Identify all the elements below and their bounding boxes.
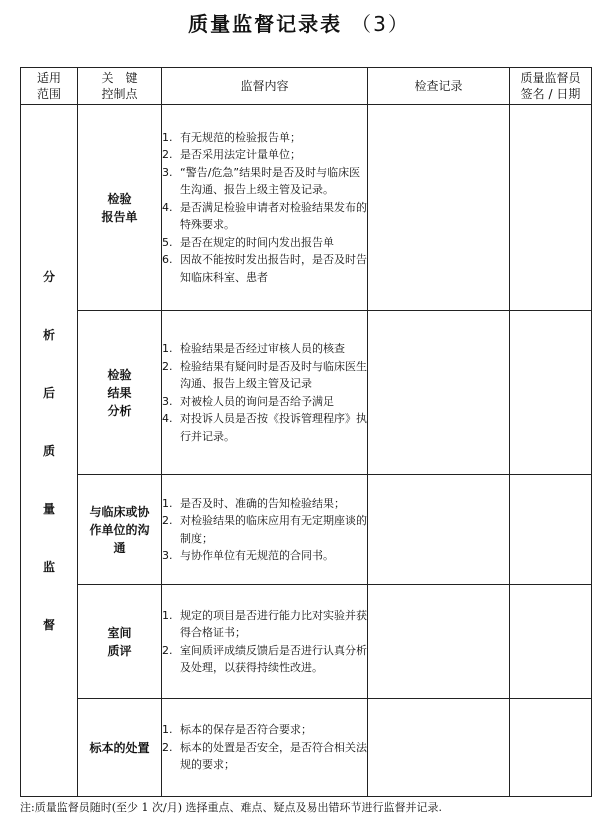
item-number: 1.	[162, 608, 173, 622]
item-text: 因故不能按时发出报告时，是否及时告知临床科室、患者	[180, 253, 367, 284]
content-item	[162, 642, 367, 677]
content-cell	[162, 475, 368, 585]
item-number: 4.	[162, 200, 173, 214]
content-item	[162, 199, 367, 234]
scope-char: 监	[42, 559, 55, 574]
item-text: 对检验结果的临床应用有无定期座谈的制度；	[180, 514, 367, 545]
table-row	[21, 585, 592, 699]
header-control-line2: 控制点	[101, 87, 138, 101]
item-number: 2.	[162, 148, 173, 162]
content-cell	[162, 311, 368, 475]
scope-char: 量	[42, 501, 55, 516]
item-number: 2.	[162, 514, 173, 527]
content-item	[162, 495, 367, 513]
content-item	[162, 410, 367, 445]
item-number: 1.	[162, 496, 173, 510]
control-point-cell	[78, 311, 162, 475]
control-line: 与临床或协	[89, 504, 150, 519]
content-item	[162, 251, 367, 286]
control-line: 质评	[107, 643, 132, 658]
table-row	[21, 699, 592, 797]
record-cell[interactable]	[368, 475, 510, 585]
item-number: 3.	[162, 165, 173, 179]
content-item	[162, 393, 367, 411]
record-cell[interactable]	[368, 105, 510, 311]
header-control	[78, 68, 162, 105]
control-line: 作单位的沟	[89, 522, 150, 537]
header-scope-line1: 适用	[36, 71, 61, 85]
content-item	[162, 739, 367, 774]
record-cell[interactable]	[368, 699, 510, 797]
item-number: 6.	[162, 253, 173, 267]
footnote: 注:质量监督员随时(至少 1 次/月) 选择重点、难点、疑点及易出错环节进行监督并记录.	[20, 801, 442, 814]
content-item	[162, 340, 367, 358]
content-item	[162, 129, 367, 147]
item-number: 4.	[162, 412, 173, 425]
control-line: 分析	[107, 403, 132, 418]
control-line: 报告单	[101, 209, 138, 224]
scope-char: 后	[42, 385, 55, 400]
control-line: 结果	[107, 385, 132, 400]
item-text: 标本的处置是否安全，是否符合相关法规的要求；	[180, 740, 367, 772]
signature-cell[interactable]	[510, 475, 592, 585]
item-number: 5.	[162, 235, 173, 249]
header-supervisor-line2: 签名 / 日期	[520, 87, 581, 101]
item-number: 2.	[162, 740, 173, 754]
control-line: 标本的处置	[89, 740, 150, 755]
item-text: 有无规范的检验报告单；	[180, 130, 301, 144]
scope-char: 督	[42, 617, 55, 632]
content-item	[162, 164, 367, 199]
control-line: 检验	[107, 367, 132, 382]
control-point-cell	[78, 585, 162, 699]
header-supervisor	[510, 68, 592, 105]
signature-cell[interactable]	[510, 311, 592, 475]
item-text: 是否及时、准确的告知检验结果；	[180, 496, 345, 510]
content-cell	[162, 585, 368, 699]
item-text: 室间质评成绩反馈后是否进行认真分析及处理，以获得持续性改进。	[180, 643, 367, 674]
content-cell	[162, 699, 368, 797]
item-text: 检验结果有疑问时是否及时与临床医生沟通、报告上级主管及记录	[180, 359, 367, 390]
record-cell[interactable]	[368, 585, 510, 699]
item-number: 1.	[162, 130, 173, 144]
item-text: 对被检人员的询问是否给予满足	[180, 394, 334, 408]
content-cell	[162, 105, 368, 311]
scope-cell	[21, 105, 78, 797]
item-text: “警告/危急”结果时是否及时与临床医生沟通、报告上级主管及记录。	[180, 165, 361, 197]
title-text: 质量监督记录表	[188, 12, 343, 36]
header-scope-line2: 范围	[36, 87, 61, 101]
item-text: 标本的保存是否符合要求；	[180, 723, 312, 737]
item-text: 对投诉人员是否按《投诉管理程序》执行并记录。	[180, 412, 367, 443]
control-line: 通	[113, 540, 126, 555]
record-cell[interactable]	[368, 311, 510, 475]
item-number: 2.	[162, 359, 173, 373]
table-row	[21, 105, 592, 311]
control-point-cell	[78, 475, 162, 585]
scope-char: 分	[42, 269, 55, 284]
page-title	[0, 6, 598, 42]
item-number: 1.	[162, 342, 173, 355]
item-text: 检验结果是否经过审核人员的核查	[180, 342, 345, 355]
item-number: 1.	[162, 723, 173, 737]
item-number: 3.	[162, 549, 173, 562]
content-item	[162, 607, 367, 642]
signature-cell[interactable]	[510, 699, 592, 797]
header-record: 检查记录	[368, 68, 510, 105]
header-row	[21, 68, 592, 105]
signature-cell[interactable]	[510, 585, 592, 699]
scope-char: 析	[42, 327, 55, 342]
table-row	[21, 475, 592, 585]
item-number: 2.	[162, 643, 173, 657]
item-text: 与协作单位有无规范的合同书。	[180, 549, 334, 562]
control-point-cell	[78, 105, 162, 311]
header-content: 监督内容	[162, 68, 368, 105]
content-item	[162, 512, 367, 547]
control-line: 检验	[107, 191, 132, 206]
control-point-cell	[78, 699, 162, 797]
content-item	[162, 358, 367, 393]
table-row	[21, 311, 592, 475]
signature-cell[interactable]	[510, 105, 592, 311]
content-item	[162, 721, 367, 739]
item-text: 是否采用法定计量单位；	[180, 148, 301, 162]
supervision-table	[20, 67, 592, 797]
page-number: （3）	[351, 12, 410, 36]
item-text: 是否在规定的时间内发出报告单	[180, 235, 334, 249]
content-item	[162, 547, 367, 565]
scope-char: 质	[42, 443, 55, 458]
item-text: 规定的项目是否进行能力比对实验并获得合格证书；	[180, 608, 367, 639]
content-item	[162, 234, 367, 252]
content-item	[162, 146, 367, 164]
control-line: 室间	[107, 625, 132, 640]
item-number: 3.	[162, 394, 173, 408]
item-text: 是否满足检验申请者对检验结果发布的特殊要求。	[180, 200, 367, 232]
header-control-line1: 关 键	[101, 71, 138, 85]
header-supervisor-line1: 质量监督员	[520, 71, 581, 85]
header-scope	[21, 68, 78, 105]
